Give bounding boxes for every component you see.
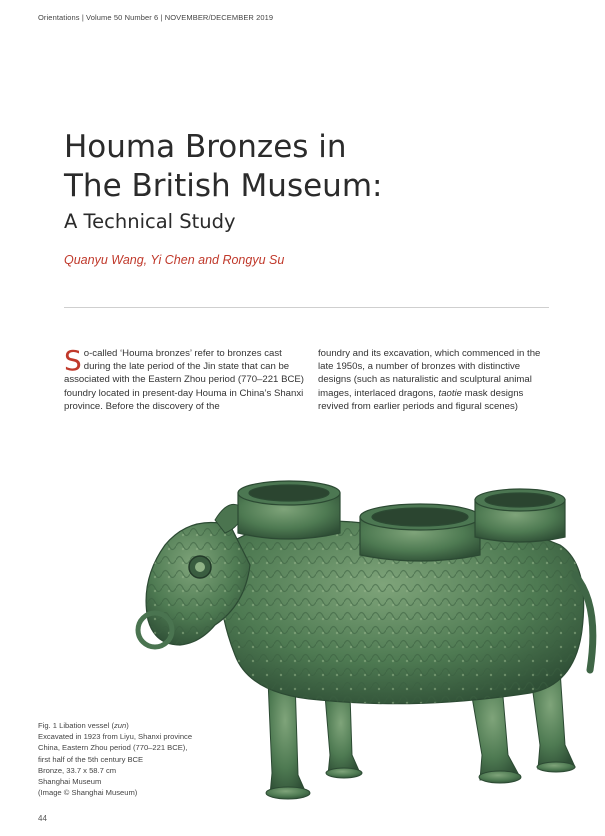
caption-line-5: Bronze, 33.7 x 58.7 cm bbox=[38, 765, 117, 775]
caption-line-2: Excavated in 1923 from Liyu, Shanxi province bbox=[38, 732, 193, 742]
running-header: Orientations | Volume 50 Number 6 | NOVEMBER/DECEMBER 2019 bbox=[38, 13, 274, 22]
caption-line-3: China, Eastern Zhou period (770–221 BCE), bbox=[38, 743, 188, 753]
caption-line-7: (Image © Shanghai Museum) bbox=[38, 788, 138, 798]
caption-line-1 bbox=[38, 720, 192, 731]
bronze-vessel-image bbox=[120, 455, 605, 825]
caption-line-6: Shanghai Museum bbox=[38, 777, 102, 787]
body-column-2 bbox=[318, 347, 554, 413]
title-line-2: The British Museum: bbox=[64, 168, 383, 204]
body-text-2a: foundry and its excavation, which commenced in the late 1950s, a number of bronzes with distinctive designs (such as naturalistic and sculptural animal images, interlaced dragons, bbox=[318, 348, 541, 399]
caption-line-1-end: ) bbox=[126, 721, 129, 730]
page-number: 44 bbox=[38, 814, 47, 823]
article-title bbox=[64, 128, 382, 206]
drop-cap: S bbox=[64, 344, 82, 377]
figure-caption bbox=[38, 720, 192, 798]
body-text-2-italic: taotie bbox=[438, 387, 463, 399]
caption-line-4: first half of the 5th century BCE bbox=[38, 754, 144, 764]
article-authors: Quanyu Wang, Yi Chen and Rongyu Su bbox=[64, 253, 285, 267]
title-line-1: Houma Bronzes in bbox=[64, 129, 347, 165]
body-text-1: o-called ‘Houma bronzes’ refer to bronzes cast during the late period of the Jin state that can be associated with the Eastern Zhou period (770–221 BCE) foundry located in present-day Houma in China’s Shanxi province. Before the discovery of the bbox=[64, 348, 304, 412]
body-text-2b: mask designs revived from earlier periods and figural scenes) bbox=[318, 387, 524, 412]
caption-line-1-text: Fig. 1 Libation vessel ( bbox=[38, 721, 114, 730]
body-column-1 bbox=[64, 344, 308, 413]
divider-rule bbox=[64, 307, 549, 308]
article-subtitle: A Technical Study bbox=[64, 210, 236, 233]
caption-line-1-italic: zun bbox=[113, 721, 127, 730]
